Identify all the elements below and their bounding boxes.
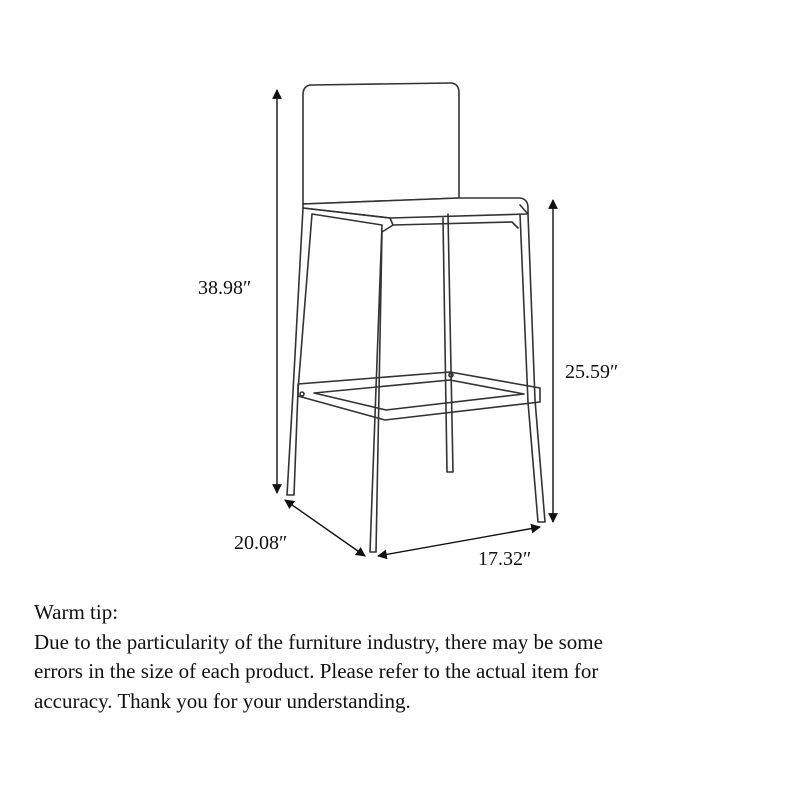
width-label: 17.32″	[478, 548, 532, 570]
warm-tip-line: errors in the size of each product. Please refer to the actual item for	[34, 659, 599, 683]
stool-leg-front-right	[520, 205, 545, 522]
stool-leg-back-left	[443, 214, 453, 472]
stool-footrest-inner	[314, 380, 524, 410]
warm-tip-line: Due to the particularity of the furniture industry, there may be some	[34, 629, 603, 654]
depth-dimension-line	[285, 500, 365, 556]
seat-height-label: 25.59″	[565, 361, 619, 383]
warm-tip-line: accuracy. Thank you for your understanding.	[34, 688, 411, 713]
warm-tip-note	[34, 598, 774, 716]
stool-backrest	[303, 83, 459, 204]
bar-stool-drawing	[287, 83, 545, 552]
depth-label: 20.08″	[234, 532, 288, 554]
stool-seat	[303, 198, 528, 218]
stool-bolt	[300, 392, 304, 396]
stool-frame-back	[393, 222, 518, 228]
warm-tip-title: Warm tip:	[34, 600, 119, 624]
total-height-label: 38.98″	[198, 277, 252, 299]
